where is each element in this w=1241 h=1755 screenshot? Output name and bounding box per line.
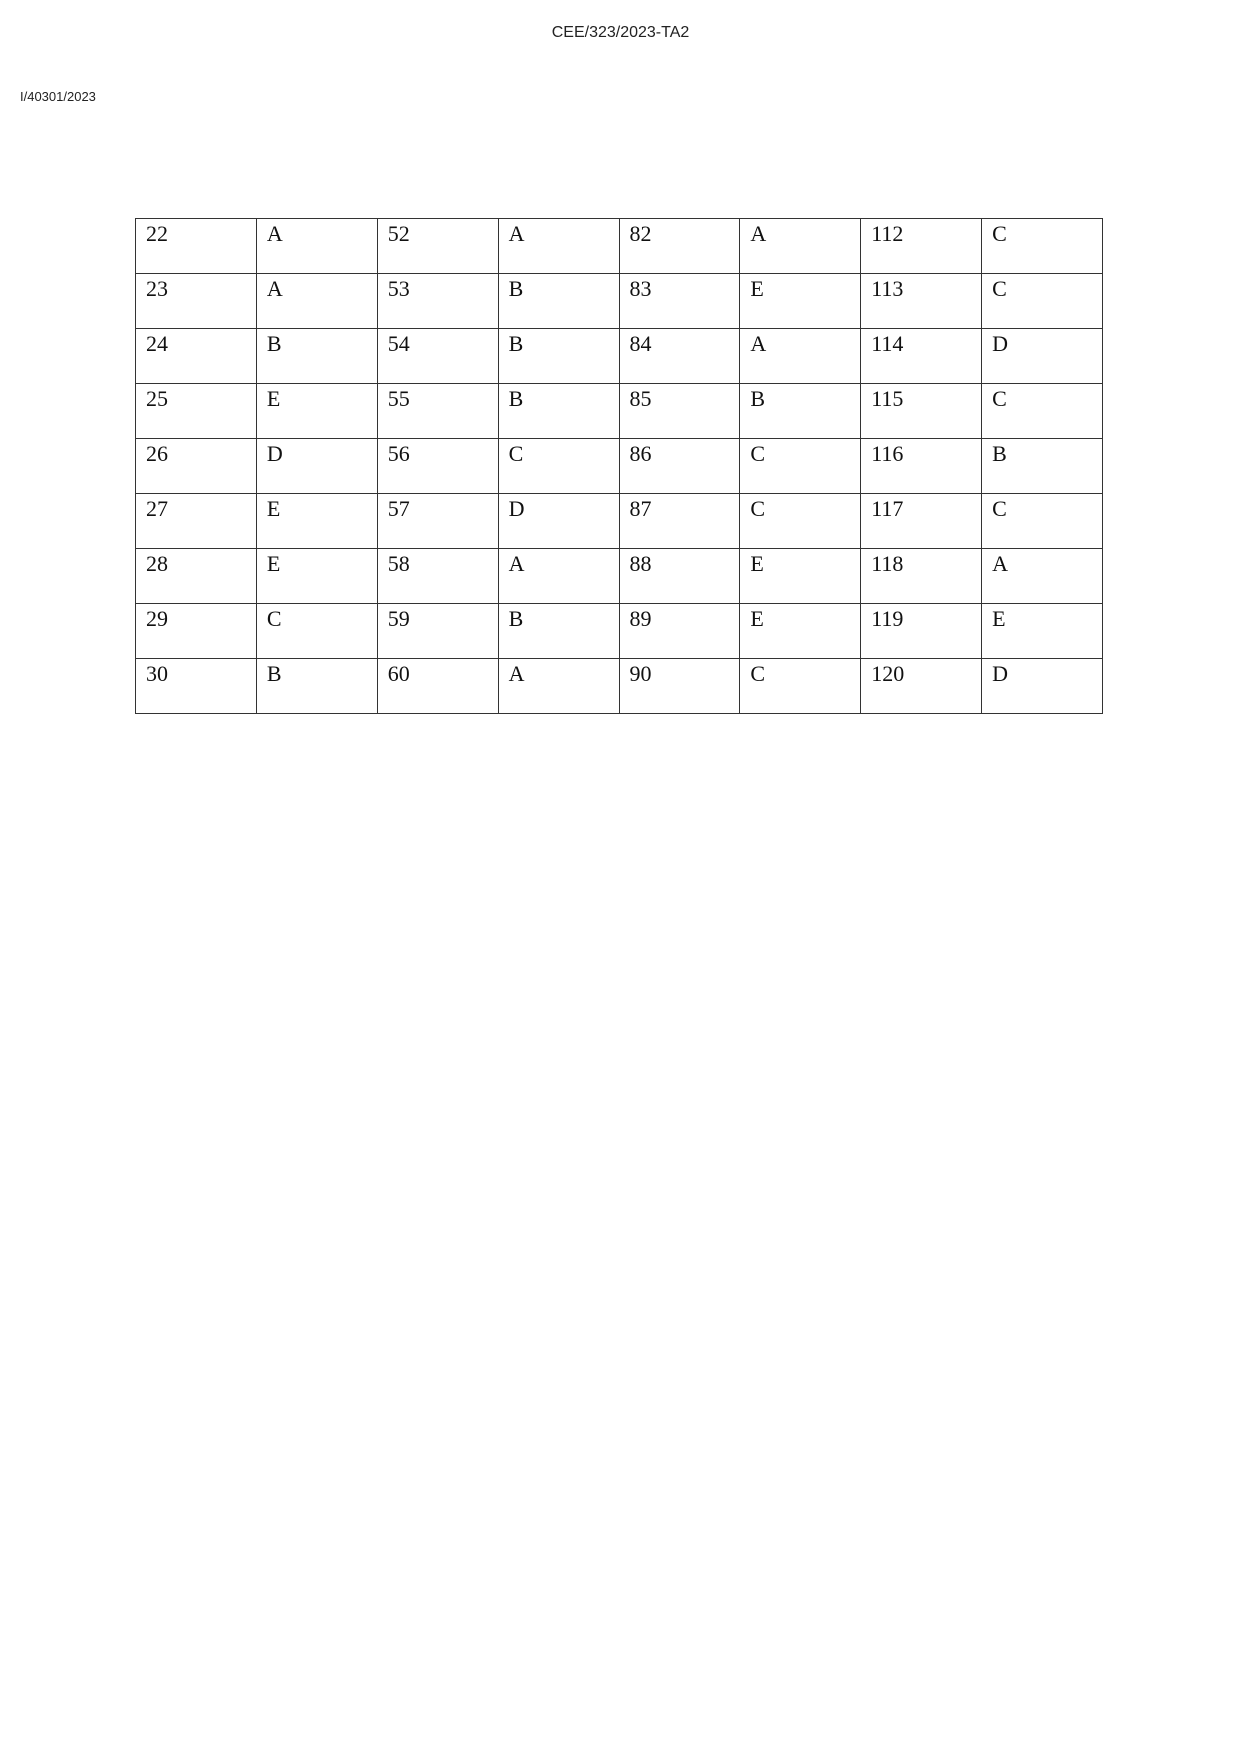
answer-cell: E: [256, 384, 377, 439]
question-number-cell: 29: [136, 604, 257, 659]
question-number-cell: 83: [619, 274, 740, 329]
answer-cell: B: [498, 384, 619, 439]
question-number-cell: 58: [377, 549, 498, 604]
answer-key-body: [136, 219, 1103, 714]
question-number-cell: 116: [861, 439, 982, 494]
answer-cell: D: [256, 439, 377, 494]
table-row: [136, 384, 1103, 439]
answer-cell: A: [256, 219, 377, 274]
question-number-cell: 28: [136, 549, 257, 604]
answer-cell: C: [982, 384, 1103, 439]
question-number-cell: 54: [377, 329, 498, 384]
answer-cell: C: [740, 494, 861, 549]
question-number-cell: 119: [861, 604, 982, 659]
question-number-cell: 118: [861, 549, 982, 604]
table-row: [136, 439, 1103, 494]
answer-cell: E: [256, 549, 377, 604]
answer-cell: C: [982, 494, 1103, 549]
question-number-cell: 23: [136, 274, 257, 329]
question-number-cell: 87: [619, 494, 740, 549]
question-number-cell: 114: [861, 329, 982, 384]
answer-cell: E: [256, 494, 377, 549]
table-row: [136, 549, 1103, 604]
question-number-cell: 53: [377, 274, 498, 329]
answer-cell: C: [256, 604, 377, 659]
table-row: [136, 274, 1103, 329]
answer-cell: B: [498, 274, 619, 329]
answer-cell: E: [982, 604, 1103, 659]
question-number-cell: 84: [619, 329, 740, 384]
answer-cell: A: [498, 659, 619, 714]
answer-cell: B: [498, 329, 619, 384]
question-number-cell: 113: [861, 274, 982, 329]
answer-cell: C: [982, 219, 1103, 274]
answer-cell: B: [740, 384, 861, 439]
question-number-cell: 117: [861, 494, 982, 549]
question-number-cell: 22: [136, 219, 257, 274]
question-number-cell: 115: [861, 384, 982, 439]
answer-cell: C: [740, 439, 861, 494]
question-number-cell: 26: [136, 439, 257, 494]
table-row: [136, 219, 1103, 274]
answer-cell: A: [256, 274, 377, 329]
answer-cell: E: [740, 274, 861, 329]
question-number-cell: 60: [377, 659, 498, 714]
table-row: [136, 494, 1103, 549]
answer-cell: A: [740, 329, 861, 384]
answer-key-table: [135, 218, 1103, 714]
answer-cell: B: [498, 604, 619, 659]
question-number-cell: 86: [619, 439, 740, 494]
question-number-cell: 57: [377, 494, 498, 549]
question-number-cell: 52: [377, 219, 498, 274]
table-row: [136, 659, 1103, 714]
question-number-cell: 24: [136, 329, 257, 384]
answer-cell: D: [982, 329, 1103, 384]
answer-cell: C: [498, 439, 619, 494]
answer-cell: A: [740, 219, 861, 274]
question-number-cell: 55: [377, 384, 498, 439]
question-number-cell: 112: [861, 219, 982, 274]
question-number-cell: 85: [619, 384, 740, 439]
answer-cell: A: [982, 549, 1103, 604]
answer-cell: D: [982, 659, 1103, 714]
table-row: [136, 604, 1103, 659]
answer-cell: A: [498, 219, 619, 274]
question-number-cell: 89: [619, 604, 740, 659]
question-number-cell: 82: [619, 219, 740, 274]
answer-cell: B: [256, 659, 377, 714]
answer-cell: B: [982, 439, 1103, 494]
table-row: [136, 329, 1103, 384]
answer-cell: D: [498, 494, 619, 549]
reference-number: I/40301/2023: [20, 89, 96, 104]
question-number-cell: 56: [377, 439, 498, 494]
document-code: CEE/323/2023-TA2: [551, 24, 690, 41]
answer-cell: C: [982, 274, 1103, 329]
answer-cell: B: [256, 329, 377, 384]
question-number-cell: 27: [136, 494, 257, 549]
question-number-cell: 30: [136, 659, 257, 714]
question-number-cell: 88: [619, 549, 740, 604]
question-number-cell: 120: [861, 659, 982, 714]
answer-cell: E: [740, 549, 861, 604]
question-number-cell: 90: [619, 659, 740, 714]
question-number-cell: 59: [377, 604, 498, 659]
answer-cell: C: [740, 659, 861, 714]
answer-cell: E: [740, 604, 861, 659]
question-number-cell: 25: [136, 384, 257, 439]
answer-cell: A: [498, 549, 619, 604]
